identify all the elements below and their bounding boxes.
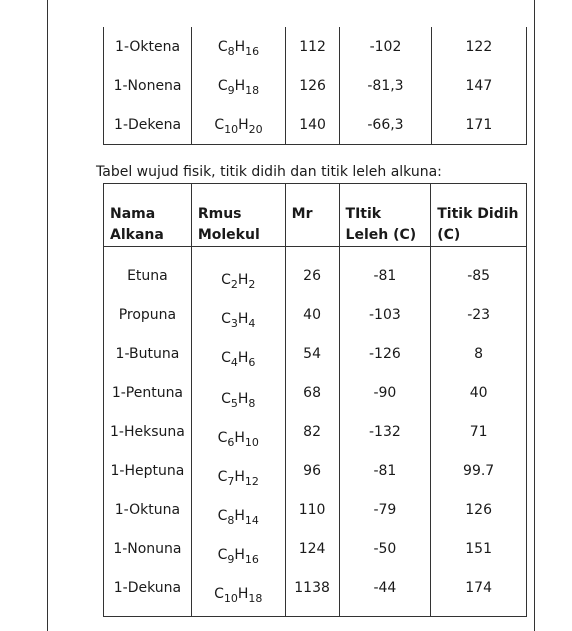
cell-didih: 171	[465, 116, 493, 133]
formula-element: C	[217, 469, 228, 485]
alkyne-table-caption: Tabel wujud fisik, titik didih dan titik leleh alkuna:	[96, 164, 442, 180]
cell-nama: Etuna	[104, 265, 192, 304]
cell-nama: 1-Nonuna	[104, 538, 192, 577]
formula-subscript: 6	[227, 436, 235, 449]
table-row	[104, 265, 527, 304]
table-row	[104, 66, 527, 105]
header-nama-line2: Alkana	[110, 227, 164, 243]
formula-subscript: 10	[224, 122, 239, 136]
table-row	[104, 460, 527, 499]
formula-element: H	[234, 547, 245, 563]
formula-element: C	[217, 38, 228, 55]
cell-didih: -85	[467, 268, 491, 284]
cell-rumus	[191, 382, 285, 421]
cell-leleh: -90	[339, 382, 431, 421]
formula-element: H	[237, 586, 249, 602]
header-nama-line1: Nama	[110, 206, 156, 222]
table-row	[104, 27, 527, 66]
cell-didih: -23	[467, 307, 491, 323]
cell-didih: 8	[474, 346, 484, 362]
formula-subscript: 4	[248, 317, 256, 330]
formula-subscript: 18	[248, 592, 263, 605]
cell-rumus	[192, 66, 286, 105]
table-row	[104, 577, 527, 616]
header-didih	[431, 184, 527, 247]
cell-nama: 1-Heksuna	[104, 421, 192, 460]
cell-leleh: -81,3	[340, 66, 432, 105]
header-rumus	[191, 184, 285, 247]
cell-nama: 1-Nonena	[104, 66, 192, 105]
formula-subscript: 5	[230, 397, 238, 410]
cell-leleh: -81	[339, 460, 431, 499]
molecular-formula	[221, 391, 256, 410]
table-row	[104, 421, 527, 460]
formula-subscript: 3	[230, 317, 238, 330]
formula-subscript: 20	[248, 122, 263, 136]
cell-mr: 126	[285, 66, 339, 105]
formula-element: H	[237, 350, 249, 366]
cell-nama: 1-Oktuna	[104, 499, 192, 538]
molecular-formula	[217, 508, 259, 527]
formula-element: C	[221, 272, 231, 288]
formula-subscript: 2	[248, 278, 256, 291]
cell-didih: 71	[469, 424, 488, 440]
formula-element: H	[234, 469, 245, 485]
cell-mr: 96	[285, 460, 339, 499]
cell-mr: 82	[285, 421, 339, 460]
formula-element: H	[234, 508, 245, 524]
cell-nama: 1-Pentuna	[104, 382, 192, 421]
cell-didih: 122	[465, 38, 493, 55]
cell-rumus	[191, 265, 285, 304]
header-leleh-line1: TItik	[345, 206, 382, 222]
header-leleh-line2: Leleh (C)	[345, 227, 417, 243]
cell-leleh: -102	[340, 27, 432, 66]
molecular-formula	[221, 311, 256, 330]
cell-didih: 147	[465, 77, 493, 94]
formula-element: C	[217, 508, 228, 524]
spacer-cell	[285, 247, 339, 266]
cell-rumus	[191, 421, 285, 460]
spacer-cell	[339, 247, 431, 266]
header-leleh	[339, 184, 431, 247]
cell-nama: 1-Dekena	[104, 105, 192, 145]
cell-didih: 126	[465, 502, 492, 518]
formula-element: H	[234, 430, 245, 446]
formula-subscript: 14	[244, 514, 259, 527]
header-didih-line2: (C)	[437, 227, 461, 243]
cell-rumus	[191, 499, 285, 538]
cell-nama: 1-Oktena	[104, 27, 192, 66]
formula-subscript: 10	[223, 592, 238, 605]
cell-nama: 1-Heptuna	[104, 460, 192, 499]
header-rumus-line2: Molekul	[197, 227, 260, 243]
header-mr-line1: Mr	[291, 206, 313, 222]
formula-element: H	[234, 77, 246, 94]
cell-rumus	[191, 304, 285, 343]
formula-element: H	[234, 38, 246, 55]
alkyne-table	[103, 183, 527, 617]
formula-element: C	[221, 311, 231, 327]
molecular-formula	[214, 586, 263, 605]
formula-element: C	[214, 586, 224, 602]
spacer-cell	[431, 247, 527, 266]
molecular-formula	[217, 430, 259, 449]
formula-subscript: 10	[244, 436, 259, 449]
table-row	[104, 343, 527, 382]
table-row	[104, 499, 527, 538]
page-right-border	[534, 0, 535, 631]
molecular-formula	[221, 272, 256, 291]
cell-rumus	[191, 460, 285, 499]
cell-rumus	[192, 27, 286, 66]
cell-leleh: -126	[339, 343, 431, 382]
formula-subscript: 7	[227, 475, 235, 488]
formula-element: C	[217, 77, 228, 94]
formula-subscript: 2	[230, 278, 238, 291]
formula-subscript: 12	[244, 475, 259, 488]
formula-subscript: 8	[248, 397, 256, 410]
formula-element: C	[217, 430, 228, 446]
alkene-table-body	[104, 27, 527, 145]
formula-subscript: 9	[227, 83, 235, 97]
cell-mr: 140	[285, 105, 339, 145]
formula-subscript: 18	[245, 83, 260, 97]
formula-subscript: 4	[230, 356, 238, 369]
alkyne-header-row	[104, 184, 527, 247]
cell-mr: 40	[285, 304, 339, 343]
formula-element: H	[237, 272, 249, 288]
cell-mr: 112	[285, 27, 339, 66]
spacer-cell	[191, 247, 285, 266]
alkyne-spacer-row	[104, 247, 527, 266]
table-row	[104, 382, 527, 421]
molecular-formula	[214, 116, 263, 136]
formula-element: C	[214, 116, 225, 133]
cell-didih: 99.7	[463, 463, 495, 479]
table-row	[104, 538, 527, 577]
cell-leleh: -66,3	[340, 105, 432, 145]
cell-mr: 110	[285, 499, 339, 538]
molecular-formula	[217, 469, 259, 488]
alkene-table	[103, 27, 527, 145]
formula-element: H	[237, 391, 249, 407]
molecular-formula	[217, 38, 260, 58]
cell-rumus	[191, 577, 285, 616]
header-mr	[285, 184, 339, 247]
formula-subscript: 8	[227, 44, 235, 58]
formula-element: H	[238, 116, 249, 133]
formula-subscript: 8	[227, 514, 235, 527]
header-rumus-line1: Rmus	[197, 206, 242, 222]
formula-element: H	[237, 311, 249, 327]
cell-nama: Propuna	[104, 304, 192, 343]
cell-nama: 1-Dekuna	[104, 577, 192, 616]
cell-didih: 174	[465, 580, 492, 596]
cell-leleh: -132	[339, 421, 431, 460]
page-left-border	[47, 0, 48, 631]
formula-subscript: 9	[227, 553, 235, 566]
cell-leleh: -50	[339, 538, 431, 577]
alkyne-table-body	[104, 247, 527, 617]
formula-subscript: 16	[245, 44, 260, 58]
molecular-formula	[217, 547, 259, 566]
cell-didih: 40	[469, 385, 488, 401]
cell-leleh: -44	[339, 577, 431, 616]
table-row	[104, 105, 527, 145]
cell-leleh: -79	[339, 499, 431, 538]
formula-element: C	[217, 547, 228, 563]
cell-rumus	[191, 538, 285, 577]
formula-element: C	[221, 391, 231, 407]
formula-element: C	[221, 350, 231, 366]
cell-rumus	[191, 343, 285, 382]
table-row	[104, 304, 527, 343]
cell-mr: 26	[285, 265, 339, 304]
cell-leleh: -103	[339, 304, 431, 343]
cell-mr: 54	[285, 343, 339, 382]
header-didih-line1: Titik Didih	[437, 206, 519, 222]
formula-subscript: 16	[244, 553, 259, 566]
molecular-formula	[217, 77, 260, 97]
header-nama	[104, 184, 192, 247]
cell-rumus	[192, 105, 286, 145]
spacer-cell	[104, 247, 192, 266]
cell-mr: 1138	[285, 577, 339, 616]
cell-didih: 151	[465, 541, 492, 557]
cell-mr: 68	[285, 382, 339, 421]
cell-nama: 1-Butuna	[104, 343, 192, 382]
cell-leleh: -81	[339, 265, 431, 304]
cell-mr: 124	[285, 538, 339, 577]
formula-subscript: 6	[248, 356, 256, 369]
molecular-formula	[221, 350, 256, 369]
